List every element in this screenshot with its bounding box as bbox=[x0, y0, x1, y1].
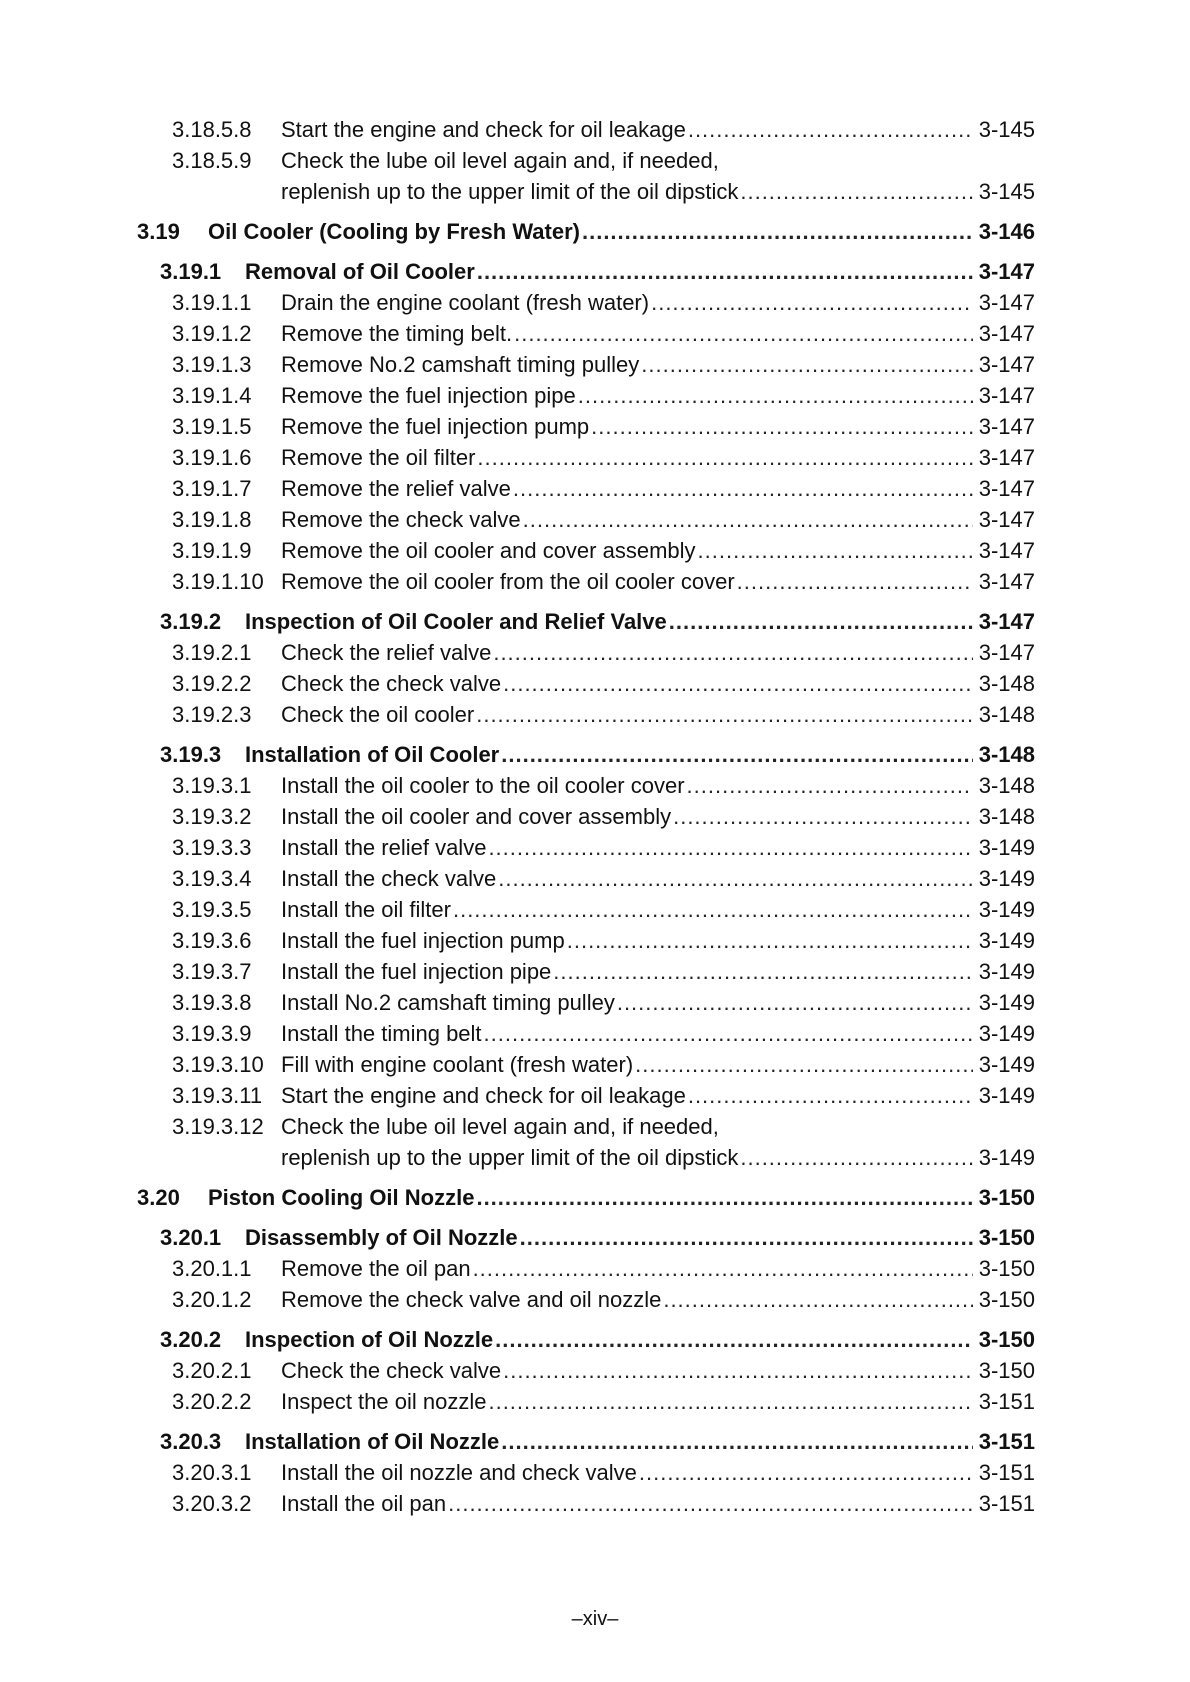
toc-item-entry[interactable] bbox=[137, 535, 1035, 567]
toc-entry-page-number: 3-151 bbox=[978, 1491, 1035, 1516]
toc-section-entry[interactable] bbox=[137, 216, 1035, 248]
toc-item-entry[interactable] bbox=[137, 637, 1035, 669]
toc-entry-title-text: Fill with engine coolant (fresh water) bbox=[281, 1052, 634, 1077]
dot-leader bbox=[669, 606, 973, 638]
dot-leader bbox=[495, 1324, 973, 1356]
toc-entry-title-text: Remove the relief valve bbox=[281, 476, 511, 501]
toc-entry-title-text: Removal of Oil Cooler bbox=[245, 259, 475, 284]
toc-entry-number: 3.19 bbox=[137, 219, 180, 244]
toc-entry-number: 3.19.1.10 bbox=[172, 569, 264, 594]
toc-entry-title-text: Start the engine and check for oil leakage bbox=[281, 1083, 686, 1108]
toc-entry-number: 3.19.2.2 bbox=[172, 671, 252, 696]
toc-entry-title bbox=[208, 216, 973, 248]
toc-entry-number: 3.19.2 bbox=[160, 609, 222, 634]
toc-entry-title bbox=[281, 287, 973, 319]
toc-subsection-entry[interactable] bbox=[137, 256, 1035, 288]
dot-leader bbox=[484, 1018, 973, 1050]
toc-entry-number: 3.20.2.2 bbox=[172, 1389, 252, 1414]
toc-subsection-entry[interactable] bbox=[137, 1222, 1035, 1254]
toc-item-entry[interactable] bbox=[137, 504, 1035, 536]
toc-entry-page-number: 3-148 bbox=[978, 742, 1035, 767]
toc-entry-page-number: 3-147 bbox=[978, 352, 1035, 377]
toc-entry-page-number: 3-147 bbox=[978, 640, 1035, 665]
toc-entry-number: 3.19.3.9 bbox=[172, 1021, 252, 1046]
toc-entry-page-number: 3-147 bbox=[978, 290, 1035, 315]
toc-entry-title-text: Installation of Oil Cooler bbox=[245, 742, 500, 767]
dot-leader bbox=[501, 1426, 973, 1458]
toc-entry-page-number: 3-148 bbox=[978, 702, 1035, 727]
toc-entry-title bbox=[281, 114, 973, 146]
dot-leader bbox=[514, 318, 973, 350]
toc-entry-title-text: Inspection of Oil Nozzle bbox=[245, 1327, 494, 1352]
toc-item-entry[interactable] bbox=[137, 770, 1035, 802]
dot-leader bbox=[635, 1049, 973, 1081]
toc-entry-title-text: Piston Cooling Oil Nozzle bbox=[208, 1185, 475, 1210]
toc-entry-title-text: Remove the check valve and oil nozzle bbox=[281, 1287, 662, 1312]
toc-entry-number: 3.20.1.2 bbox=[172, 1287, 252, 1312]
toc-entry-title-text: Remove the oil pan bbox=[281, 1256, 471, 1281]
toc-entry-title-text: Oil Cooler (Cooling by Fresh Water) bbox=[208, 219, 580, 244]
dot-leader bbox=[520, 1222, 973, 1254]
dot-leader bbox=[663, 1284, 973, 1316]
toc-item-entry[interactable] bbox=[137, 863, 1035, 895]
toc-entry-title bbox=[281, 1355, 973, 1387]
toc-entry-title bbox=[281, 566, 973, 598]
toc-entry-number: 3.20.3.2 bbox=[172, 1491, 252, 1516]
toc-entry-number: 3.19.3.11 bbox=[172, 1083, 263, 1108]
toc-entry-page-number: 3-149 bbox=[978, 1145, 1035, 1170]
toc-item-entry[interactable] bbox=[137, 832, 1035, 864]
toc-item-entry[interactable] bbox=[137, 1355, 1035, 1387]
toc-entry-title bbox=[281, 894, 973, 926]
dot-leader bbox=[503, 668, 973, 700]
toc-entry-title-text: Check the check valve bbox=[281, 1358, 502, 1383]
toc-entry-title bbox=[245, 1426, 973, 1458]
toc-item-entry[interactable] bbox=[137, 801, 1035, 833]
toc-entry-number: 3.20.3 bbox=[160, 1429, 222, 1454]
toc-entry-title-text: Installation of Oil Nozzle bbox=[245, 1429, 500, 1454]
toc-entry-number: 3.19.3.6 bbox=[172, 928, 252, 953]
toc-entry-title bbox=[281, 1457, 973, 1489]
dot-leader bbox=[582, 216, 973, 248]
toc-entry-page-number: 3-149 bbox=[978, 959, 1035, 984]
toc-entry-title-text: Inspect the oil nozzle bbox=[281, 1389, 487, 1414]
toc-entry-title bbox=[281, 863, 973, 895]
toc-item-entry[interactable] bbox=[137, 1142, 1035, 1174]
toc-entry-number: 3.19.1.6 bbox=[172, 445, 252, 470]
toc-entry-title-text: Remove the fuel injection pipe bbox=[281, 383, 576, 408]
toc-entry-title bbox=[281, 349, 973, 381]
toc-entry-title-text: Check the lube oil level again and, if needed, bbox=[281, 148, 719, 173]
toc-entry-number: 3.19.1.7 bbox=[172, 476, 252, 501]
dot-leader bbox=[477, 442, 973, 474]
toc-item-entry[interactable] bbox=[137, 1386, 1035, 1418]
toc-item-entry[interactable] bbox=[137, 145, 1035, 177]
toc-entry-title-text: Install the oil cooler and cover assembly bbox=[281, 804, 672, 829]
toc-subsection-entry[interactable] bbox=[137, 606, 1035, 638]
toc-entry-page-number: 3-147 bbox=[978, 383, 1035, 408]
toc-entry-number: 3.19.3.2 bbox=[172, 804, 252, 829]
toc-item-entry[interactable] bbox=[137, 442, 1035, 474]
toc-entry-title-text: Remove the timing belt. bbox=[281, 321, 513, 346]
toc-entry-title bbox=[281, 473, 973, 505]
toc-item-entry[interactable] bbox=[137, 894, 1035, 926]
toc-entry-title-text: Install the oil pan bbox=[281, 1491, 447, 1516]
toc-item-entry[interactable] bbox=[137, 1080, 1035, 1112]
toc-entry-page-number: 3-151 bbox=[978, 1460, 1035, 1485]
toc-section-entry[interactable] bbox=[137, 1182, 1035, 1214]
dot-leader bbox=[639, 1457, 973, 1489]
toc-entry-page-number: 3-149 bbox=[978, 866, 1035, 891]
toc-entry-title-text: Drain the engine coolant (fresh water) bbox=[281, 290, 650, 315]
toc-entry-title bbox=[281, 318, 973, 350]
toc-entry-title bbox=[281, 176, 973, 208]
toc-entry-page-number: 3-147 bbox=[978, 476, 1035, 501]
toc-entry-number: 3.19.1.9 bbox=[172, 538, 252, 563]
toc-entry-number: 3.19.3.1 bbox=[172, 773, 252, 798]
toc-entry-title-text: replenish up to the upper limit of the oil dipstick bbox=[281, 179, 739, 204]
toc-entry-page-number: 3-149 bbox=[978, 1083, 1035, 1108]
toc-entry-title bbox=[281, 1049, 973, 1081]
toc-item-entry[interactable] bbox=[137, 380, 1035, 412]
dot-leader bbox=[737, 566, 973, 598]
toc-item-entry[interactable] bbox=[137, 566, 1035, 598]
toc-entry-title-text: Install the relief valve bbox=[281, 835, 487, 860]
toc-entry-title-text: Install the oil filter bbox=[281, 897, 451, 922]
toc-entry-number: 3.19.3.3 bbox=[172, 835, 252, 860]
dot-leader bbox=[488, 1386, 973, 1418]
toc-entry-number: 3.19.1.8 bbox=[172, 507, 252, 532]
toc-entry-title bbox=[281, 987, 973, 1019]
toc-entry-title bbox=[281, 956, 973, 988]
toc-entry-title-text: Install the oil nozzle and check valve bbox=[281, 1460, 637, 1485]
toc-subsection-entry[interactable] bbox=[137, 1426, 1035, 1458]
toc-subsection-entry[interactable] bbox=[137, 1324, 1035, 1356]
toc-entry-page-number: 3-150 bbox=[978, 1225, 1035, 1250]
dot-leader bbox=[523, 504, 973, 536]
toc-entry-number: 3.19.1.4 bbox=[172, 383, 252, 408]
toc-entry-title bbox=[281, 1386, 973, 1418]
dot-leader bbox=[476, 699, 973, 731]
dot-leader bbox=[740, 176, 973, 208]
toc-entry-title bbox=[281, 1018, 973, 1050]
toc-entry-title bbox=[281, 1284, 973, 1316]
toc-entry-page-number: 3-147 bbox=[978, 321, 1035, 346]
toc-entry-number: 3.19.3.8 bbox=[172, 990, 252, 1015]
toc-entry-number: 3.19.2.3 bbox=[172, 702, 252, 727]
toc-entry-title bbox=[245, 256, 973, 288]
toc-entry-page-number: 3-148 bbox=[978, 804, 1035, 829]
toc-item-entry[interactable] bbox=[137, 1488, 1035, 1520]
toc-entry-number: 3.20.1 bbox=[160, 1225, 222, 1250]
toc-entry-title bbox=[208, 1182, 973, 1214]
toc-entry-title-text: Disassembly of Oil Nozzle bbox=[245, 1225, 518, 1250]
dot-leader bbox=[488, 832, 973, 864]
dot-leader bbox=[567, 925, 973, 957]
toc-entry-title-text: Install the check valve bbox=[281, 866, 497, 891]
toc-entry-title bbox=[281, 380, 973, 412]
toc-entry-title bbox=[281, 668, 973, 700]
dot-leader bbox=[476, 1182, 973, 1214]
toc-entry-title bbox=[281, 1080, 973, 1112]
toc-entry-number: 3.19.3.12 bbox=[172, 1114, 264, 1139]
toc-item-entry[interactable] bbox=[137, 925, 1035, 957]
toc-entry-page-number: 3-150 bbox=[978, 1358, 1035, 1383]
toc-entry-number: 3.19.3 bbox=[160, 742, 222, 767]
toc-entry-title bbox=[281, 699, 973, 731]
toc-entry-page-number: 3-150 bbox=[978, 1185, 1035, 1210]
toc-entry-title-text: Remove the check valve bbox=[281, 507, 521, 532]
toc-entry-title bbox=[281, 1488, 973, 1520]
toc-entry-page-number: 3-148 bbox=[978, 773, 1035, 798]
toc-entry-number: 3.19.2.1 bbox=[172, 640, 252, 665]
toc-entry-title bbox=[281, 925, 973, 957]
toc-entry-number: 3.18.5.9 bbox=[172, 148, 252, 173]
toc-entry-number: 3.19.1.5 bbox=[172, 414, 252, 439]
toc-entry-title bbox=[281, 801, 973, 833]
toc-item-entry[interactable] bbox=[137, 668, 1035, 700]
toc-entry-title bbox=[281, 770, 973, 802]
toc-entry-page-number: 3-147 bbox=[978, 538, 1035, 563]
toc-entry-title bbox=[281, 504, 973, 536]
toc-item-entry[interactable] bbox=[137, 1049, 1035, 1081]
toc-entry-number: 3.19.1.1 bbox=[172, 290, 252, 315]
toc-entry-number: 3.19.1.2 bbox=[172, 321, 252, 346]
dot-leader bbox=[641, 349, 973, 381]
toc-entry-number: 3.18.5.8 bbox=[172, 117, 252, 142]
dot-leader bbox=[673, 801, 973, 833]
toc-entry-number: 3.20.1.1 bbox=[172, 1256, 252, 1281]
toc-entry-page-number: 3-149 bbox=[978, 835, 1035, 860]
dot-leader bbox=[578, 380, 973, 412]
toc-entry-title bbox=[245, 1222, 973, 1254]
page-footer-number: –xiv– bbox=[571, 1608, 619, 1630]
toc-item-entry[interactable] bbox=[137, 114, 1035, 146]
toc-entry-title-text: Install the fuel injection pipe bbox=[281, 959, 552, 984]
toc-item-entry[interactable] bbox=[137, 1253, 1035, 1285]
toc-entry-page-number: 3-149 bbox=[978, 897, 1035, 922]
toc-entry-title bbox=[281, 1111, 1035, 1143]
toc-entry-title-text: Check the lube oil level again and, if needed, bbox=[281, 1114, 719, 1139]
toc-entry-title bbox=[281, 442, 973, 474]
toc-entry-title-text: Remove the oil cooler from the oil cooler cover bbox=[281, 569, 735, 594]
toc-entry-title-text: Install No.2 camshaft timing pulley bbox=[281, 990, 615, 1015]
toc-entry-page-number: 3-149 bbox=[978, 1052, 1035, 1077]
toc-entry-page-number: 3-148 bbox=[978, 671, 1035, 696]
toc-item-entry[interactable] bbox=[137, 987, 1035, 1019]
toc-entry-page-number: 3-147 bbox=[978, 259, 1035, 284]
dot-leader bbox=[503, 1355, 973, 1387]
toc-item-entry[interactable] bbox=[137, 349, 1035, 381]
toc-entry-page-number: 3-145 bbox=[978, 117, 1035, 142]
dot-leader bbox=[688, 114, 973, 146]
toc-entry-title bbox=[281, 1253, 973, 1285]
dot-leader bbox=[473, 1253, 973, 1285]
dot-leader bbox=[448, 1488, 973, 1520]
dot-leader bbox=[651, 287, 973, 319]
toc-entry-title-text: Install the oil cooler to the oil cooler cover bbox=[281, 773, 685, 798]
toc-entry-page-number: 3-151 bbox=[978, 1429, 1035, 1454]
toc-entry-number: 3.19.1 bbox=[160, 259, 222, 284]
toc-entry-title-text: Install the fuel injection pump bbox=[281, 928, 565, 953]
dot-leader bbox=[453, 894, 973, 926]
toc-entry-page-number: 3-147 bbox=[978, 445, 1035, 470]
toc-entry-number: 3.19.3.4 bbox=[172, 866, 252, 891]
toc-entry-title-text: Install the timing belt bbox=[281, 1021, 482, 1046]
toc-entry-title bbox=[245, 1324, 973, 1356]
toc-entry-page-number: 3-150 bbox=[978, 1287, 1035, 1312]
toc-entry-number: 3.20.3.1 bbox=[172, 1460, 252, 1485]
toc-item-entry[interactable] bbox=[137, 1457, 1035, 1489]
toc-entry-title-text: Remove the oil cooler and cover assembly bbox=[281, 538, 696, 563]
toc-entry-title bbox=[281, 637, 973, 669]
toc-entry-page-number: 3-147 bbox=[978, 569, 1035, 594]
toc-entry-number: 3.19.1.3 bbox=[172, 352, 252, 377]
toc-item-entry[interactable] bbox=[137, 287, 1035, 319]
toc-entry-title-text: replenish up to the upper limit of the oil dipstick bbox=[281, 1145, 739, 1170]
toc-entry-page-number: 3-149 bbox=[978, 990, 1035, 1015]
toc-entry-number: 3.19.3.7 bbox=[172, 959, 252, 984]
dot-leader bbox=[617, 987, 973, 1019]
toc-item-entry[interactable] bbox=[137, 956, 1035, 988]
toc-entry-title-text: Start the engine and check for oil leakage bbox=[281, 117, 686, 142]
toc-entry-title bbox=[281, 411, 973, 443]
toc-entry-number: 3.20.2.1 bbox=[172, 1358, 252, 1383]
toc-entry-number: 3.20.2 bbox=[160, 1327, 222, 1352]
toc-item-entry[interactable] bbox=[137, 1018, 1035, 1050]
toc-item-entry[interactable] bbox=[137, 473, 1035, 505]
toc-entry-page-number: 3-151 bbox=[978, 1389, 1035, 1414]
dot-leader bbox=[501, 739, 973, 771]
toc-entry-title bbox=[281, 832, 973, 864]
toc-entry-page-number: 3-149 bbox=[978, 928, 1035, 953]
toc-entry-page-number: 3-146 bbox=[978, 219, 1035, 244]
toc-entry-page-number: 3-147 bbox=[978, 609, 1035, 634]
toc-item-entry[interactable] bbox=[137, 318, 1035, 350]
toc-entry-title-text: Inspection of Oil Cooler and Relief Valve bbox=[245, 609, 667, 634]
toc-entry-page-number: 3-147 bbox=[978, 414, 1035, 439]
toc-entry-title-text: Check the check valve bbox=[281, 671, 502, 696]
toc-entry-page-number: 3-145 bbox=[978, 179, 1035, 204]
toc-entry-title bbox=[281, 1142, 973, 1174]
dot-leader bbox=[477, 256, 973, 288]
dot-leader bbox=[688, 1080, 973, 1112]
toc-item-entry[interactable] bbox=[137, 1284, 1035, 1316]
dot-leader bbox=[493, 637, 973, 669]
toc-entry-title-text: Remove No.2 camshaft timing pulley bbox=[281, 352, 640, 377]
toc-entry-title bbox=[281, 145, 1035, 177]
toc-entry-number: 3.19.3.5 bbox=[172, 897, 252, 922]
dot-leader bbox=[498, 863, 973, 895]
toc-entry-title-text: Check the relief valve bbox=[281, 640, 492, 665]
dot-leader bbox=[553, 956, 973, 988]
toc-entry-page-number: 3-149 bbox=[978, 1021, 1035, 1046]
toc-item-entry[interactable] bbox=[137, 176, 1035, 208]
toc-entry-title bbox=[245, 606, 973, 638]
toc-entry-title-text: Check the oil cooler bbox=[281, 702, 475, 727]
toc-entry-title bbox=[281, 535, 973, 567]
toc-entry-number: 3.19.3.10 bbox=[172, 1052, 264, 1077]
toc-entry-title-text: Remove the fuel injection pump bbox=[281, 414, 590, 439]
toc-item-entry[interactable] bbox=[137, 699, 1035, 731]
dot-leader bbox=[513, 473, 973, 505]
toc-item-entry[interactable] bbox=[137, 411, 1035, 443]
toc-item-entry[interactable] bbox=[137, 1111, 1035, 1143]
dot-leader bbox=[591, 411, 973, 443]
dot-leader bbox=[698, 535, 973, 567]
toc-entry-number: 3.20 bbox=[137, 1185, 180, 1210]
toc-entry-page-number: 3-150 bbox=[978, 1327, 1035, 1352]
toc-entry-title-text: Remove the oil filter bbox=[281, 445, 476, 470]
toc-entry-page-number: 3-147 bbox=[978, 507, 1035, 532]
toc-entry-title bbox=[245, 739, 973, 771]
toc-entry-page-number: 3-150 bbox=[978, 1256, 1035, 1281]
dot-leader bbox=[687, 770, 973, 802]
dot-leader bbox=[740, 1142, 973, 1174]
toc-subsection-entry[interactable] bbox=[137, 739, 1035, 771]
